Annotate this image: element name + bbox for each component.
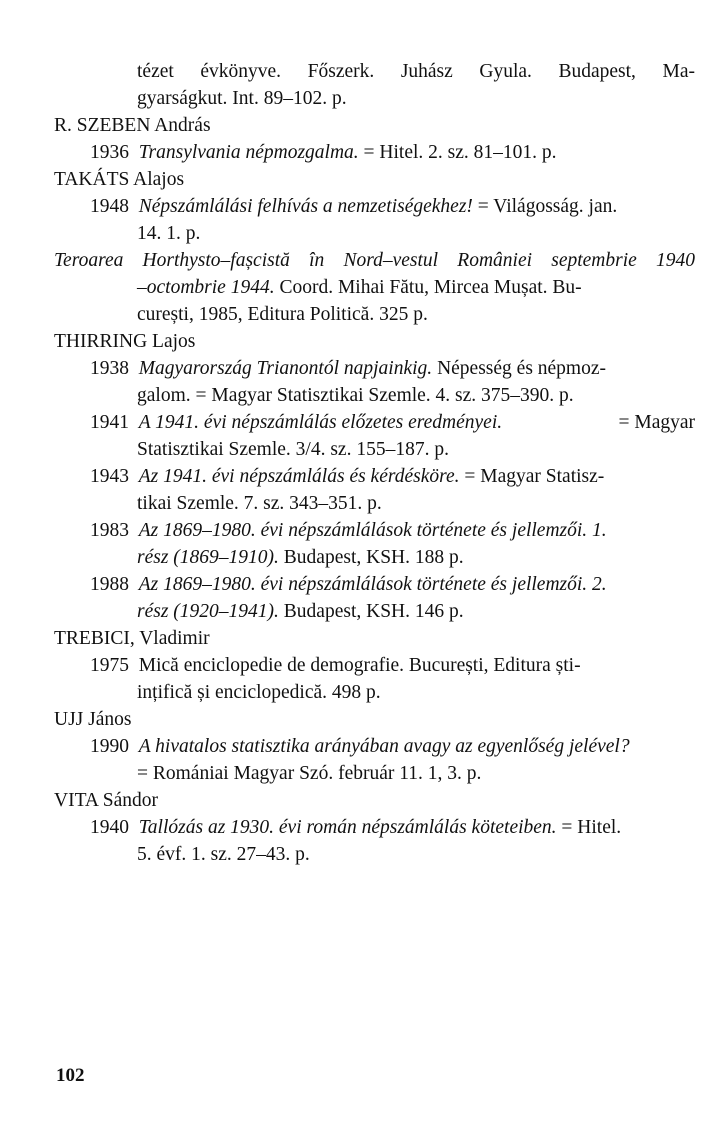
bib-entry-cont: rész (1920–1941). Budapest, KSH. 146 p. (137, 601, 464, 622)
bib-entry (90, 518, 607, 545)
entry-year: 1940 (90, 817, 129, 838)
entry-year: 1983 (90, 520, 129, 541)
bib-entry: 1936 Transylvania népmozgalma. = Hitel. 2. sz. 81–101. p. (90, 142, 557, 163)
bib-entry-cont: Statisztikai Szemle. 3/4. sz. 155–187. p. (137, 439, 449, 460)
entry-title: Transylvania népmozgalma. (138, 142, 359, 163)
bib-entry: 1975 Mică enciclopedie de demografie. București, Editura ști- (90, 655, 581, 676)
bib-entry (90, 734, 630, 761)
entry-year: 1975 (90, 655, 129, 676)
bib-entry (90, 572, 607, 599)
bib-entry-cont: tikai Szemle. 7. sz. 343–351. p. (137, 493, 382, 514)
bib-entry: 1940 Tallózás az 1930. évi román népszámlálás köteteiben. = Hitel. (90, 817, 622, 838)
entry-title: Tallózás az 1930. évi román népszámlálás köteteiben. (138, 817, 557, 838)
author-heading: TAKÁTS Alajos (54, 169, 185, 190)
entry-title: Magyarország Trianontól napjainkig. (138, 358, 433, 379)
bib-entry-cont: 14. 1. p. (137, 223, 201, 244)
bib-entry: 1943 Az 1941. évi népszámlálás és kérdésköre. = Magyar Statisz- (90, 466, 605, 487)
entry-year: 1990 (90, 736, 129, 757)
entry-title: Az 1869–1980. évi népszámlálások története és jellemzői. 2. (138, 574, 607, 595)
entry-year: 1988 (90, 574, 129, 595)
bib-entry: 1941 A 1941. évi népszámlálás előzetes eredményei. = Magyar (90, 412, 695, 433)
bib-entry: 1948 Népszámlálási felhívás a nemzetiségekhez! = Világosság. jan. (90, 196, 618, 217)
author-heading: UJJ János (54, 709, 132, 730)
entry-year: 1941 (90, 412, 129, 433)
entry-title: Az 1941. évi népszámlálás és kérdésköre. (138, 466, 460, 487)
entry-year: 1943 (90, 466, 129, 487)
entry-title: Az 1869–1980. évi népszámlálások története és jellemzői. 1. (138, 520, 607, 541)
entry-year: 1936 (90, 142, 129, 163)
page-number: 102 (56, 1065, 85, 1086)
entry-title: A hivatalos statisztika arányában avagy az egyenlőség jelével? (138, 736, 630, 757)
entry-year: 1938 (90, 358, 129, 379)
bib-entry-cont: curești, 1985, Editura Politică. 325 p. (137, 304, 428, 325)
author-heading: THIRRING Lajos (54, 331, 196, 352)
bib-entry-cont: 5. évf. 1. sz. 27–43. p. (137, 844, 310, 865)
bib-entry-cont: galom. = Magyar Statisztikai Szemle. 4. sz. 375–390. p. (137, 385, 574, 406)
entry-title: Teroarea Horthysto–fașcistă în Nord–vestul României septembrie 1940 (54, 250, 695, 271)
author-heading: TREBICI, Vladimir (54, 628, 210, 649)
bib-entry-cont: –octombrie 1944. Coord. Mihai Fătu, Mircea Mușat. Bu- (137, 277, 582, 298)
bib-entry: 1938 Magyarország Trianontól napjainkig. Népesség és népmoz- (90, 358, 607, 379)
entry-continuation-line: gyarságkut. Int. 89–102. p. (137, 88, 347, 109)
entry-title: A 1941. évi népszámlálás előzetes eredményei. (138, 412, 503, 433)
author-heading: R. SZEBEN András (54, 115, 211, 136)
bib-entry-cont: rész (1869–1910). Budapest, KSH. 188 p. (137, 547, 464, 568)
bib-entry-cont: = Romániai Magyar Szó. február 11. 1, 3. p. (137, 763, 482, 784)
entry-continuation-line: tézet évkönyve. Főszerk. Juhász Gyula. Budapest, Ma- (137, 61, 695, 82)
bib-entry-cont: ințifică și enciclopedică. 498 p. (137, 682, 381, 703)
entry-year: 1948 (90, 196, 129, 217)
entry-title: Népszámlálási felhívás a nemzetiségekhez! (138, 196, 473, 217)
author-heading: VITA Sándor (54, 790, 159, 811)
